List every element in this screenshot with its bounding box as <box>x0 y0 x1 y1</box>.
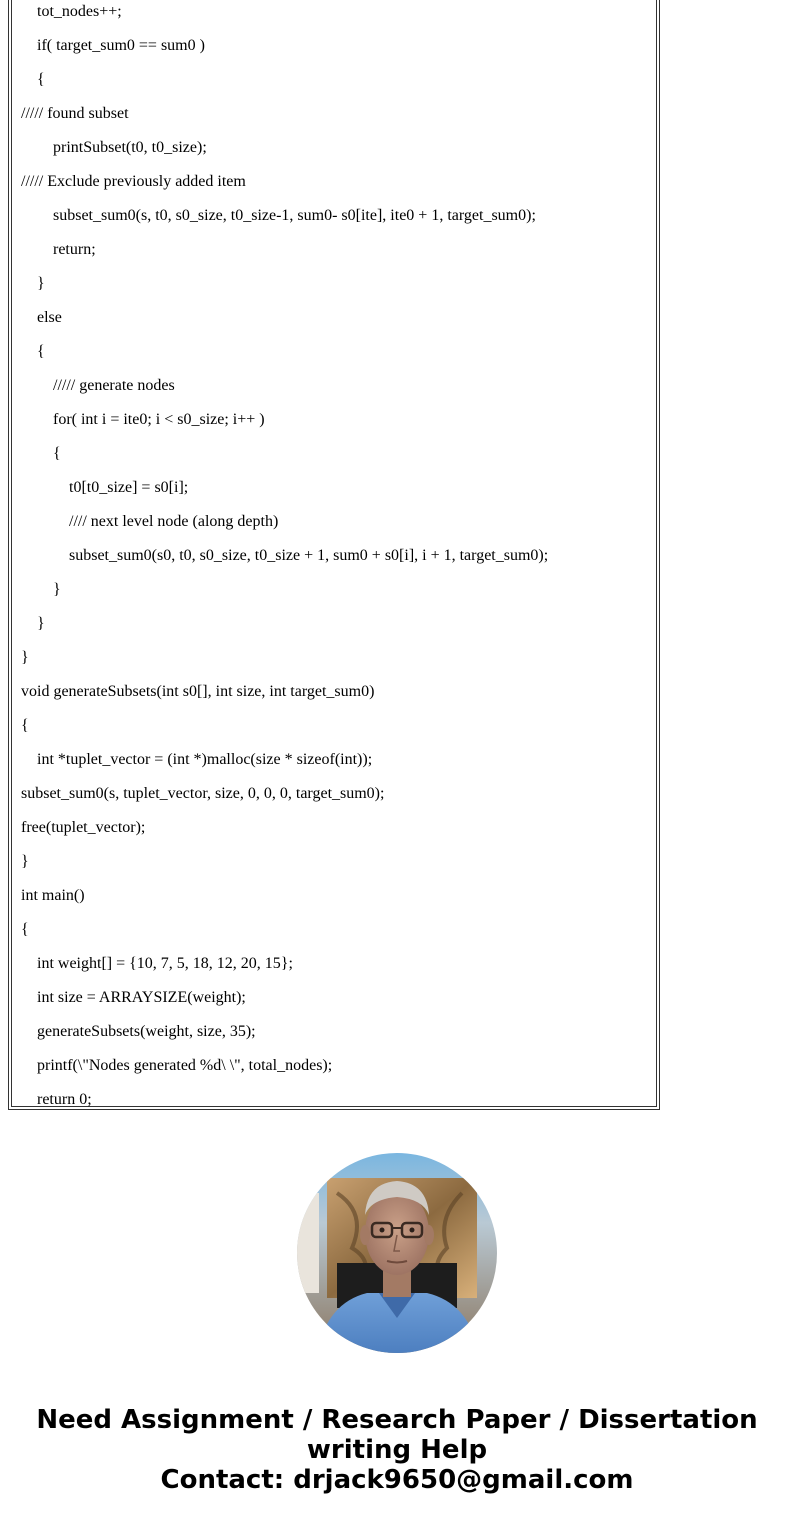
code-line: subset_sum0(s, tuplet_vector, size, 0, 0, 0, target_sum0); <box>21 785 385 802</box>
code-line: { <box>21 71 45 88</box>
author-photo <box>297 1153 497 1353</box>
code-line: else <box>21 309 62 326</box>
code-line: } <box>21 853 29 870</box>
portrait-image <box>297 1153 497 1353</box>
code-line: ///// Exclude previously added item <box>21 173 246 190</box>
code-line: } <box>21 275 45 292</box>
code-line: subset_sum0(s, t0, s0_size, t0_size-1, sum0- s0[ite], ite0 + 1, target_sum0); <box>21 207 536 224</box>
footer-line-2: writing Help <box>306 1435 488 1465</box>
code-line: subset_sum0(s0, t0, s0_size, t0_size + 1, sum0 + s0[i], i + 1, target_sum0); <box>21 547 549 564</box>
code-frame <box>8 0 660 1110</box>
code-line: { <box>21 343 45 360</box>
code-line: int main() <box>21 887 85 904</box>
code-line: //// next level node (along depth) <box>21 513 279 530</box>
code-line: free(tuplet_vector); <box>21 819 146 836</box>
code-line: if( target_sum0 == sum0 ) <box>21 37 205 54</box>
code-line: t0[t0_size] = s0[i]; <box>21 479 189 496</box>
code-line: return 0; <box>21 1091 92 1108</box>
code-line: int size = ARRAYSIZE(weight); <box>21 989 246 1006</box>
footer-line-1: Need Assignment / Research Paper / Dissertation <box>36 1405 758 1435</box>
code-line: int *tuplet_vector = (int *)malloc(size * sizeof(int)); <box>21 751 373 768</box>
code-line: { <box>21 921 29 938</box>
code-line: void generateSubsets(int s0[], int size, int target_sum0) <box>21 683 375 700</box>
code-line: } <box>21 615 45 632</box>
code-line: generateSubsets(weight, size, 35); <box>21 1023 256 1040</box>
code-line: int weight[] = {10, 7, 5, 18, 12, 20, 15}; <box>21 955 293 972</box>
code-line: return; <box>21 241 96 258</box>
code-line: } <box>21 649 29 666</box>
code-line: ///// found subset <box>21 105 129 122</box>
code-line: for( int i = ite0; i < s0_size; i++ ) <box>21 411 265 428</box>
footer-contact: Contact: drjack9650@gmail.com <box>160 1465 634 1495</box>
code-line: printSubset(t0, t0_size); <box>21 139 207 156</box>
code-line: ///// generate nodes <box>21 377 175 394</box>
code-line: printf(\"Nodes generated %d\ \", total_nodes); <box>21 1057 333 1074</box>
code-line: { <box>21 717 29 734</box>
code-line: tot_nodes++; <box>21 3 122 20</box>
code-line: { <box>21 445 61 462</box>
code-line: } <box>21 581 61 598</box>
